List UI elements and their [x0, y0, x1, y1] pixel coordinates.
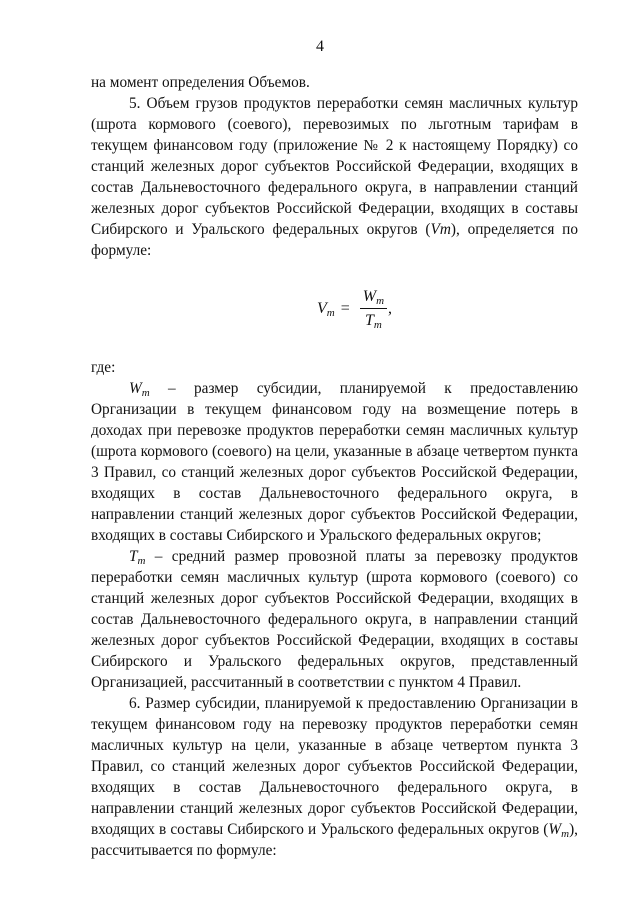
variable-tm: $T_m$ — [129, 548, 146, 567]
document-body — [91, 72, 578, 861]
paragraph-5-end: ), определяется по формуле: — [91, 221, 578, 259]
where-label: где: — [91, 359, 116, 376]
formula-numerator: $W_m$ — [360, 286, 387, 309]
paragraph-5-text: 5. Объем грузов продуктов переработки семян масличных культур (шрота кормового (соевого), перевозимых по льготным тарифам в текущем финансовом году (приложение № 2 к настоящему Порядку) со станций железных дорог субъектов Российской Федерации, входящих в состав Дальневосточного федерального округа, в направлении станций железных дорог субъектов Российской Федерации, входящих в составы Сибирского и Уральского федеральных округов ( — [91, 95, 578, 238]
formula-fraction — [360, 286, 387, 331]
paragraph-6 — [91, 693, 578, 861]
variable-vm: Vm — [430, 221, 451, 238]
variable-wm: $W_m$ — [129, 380, 150, 399]
formula-comma: , — [388, 299, 393, 317]
formula-denominator: $T_m$ — [364, 311, 382, 331]
definition-tm-text: – средний размер провозной платы за перевозку продуктов переработки семян масличных культур (шрота кормового (соевого) со станций железных дорог субъектов Российской Федерации, входящих в состав Дальневосточного федерального округа, в направлении станций железных дорог субъектов Российской Федерации, входящих в составы Сибирского и Уральского федеральных округов, представленный Организацией, рассчитанный в соответствии с пунктом 4 Правил. — [91, 548, 578, 691]
formula-equals: = — [340, 299, 350, 317]
paragraph-6-end: ), рассчитывается по формуле: — [91, 821, 578, 859]
definition-tm — [91, 546, 578, 693]
formula-lhs: $V_m$ — [316, 299, 335, 319]
definition-wm — [91, 378, 578, 546]
paragraph-6-text: 6. Размер субсидии, планируемой к предоставлению Организации в текущем финансовом году на перевозку продуктов переработки семян масличных культур на цели, указанные в абзаце четвертом пункта 3 Правил, со станций железных дорог субъектов Российской Федерации, входящих в состав Дальневосточного федерального округа, в направлении станций железных дорог субъектов Российской Федерации, входящих в составы Сибирского и Уральского федеральных округов ( — [91, 695, 578, 838]
definition-wm-text: – размер субсидии, планируемой к предоставлению Организации в текущем финансовом году на возмещение потерь в доходах при перевозке продуктов переработки семян масличных культур (шрота кормового (соевого) на цели, указанные в абзаце четвертом пункта 3 Правил, со станций железных дорог субъектов Российской Федерации, входящих в состав Дальневосточного федерального округа, в направлении станций железных дорог субъектов Российской Федерации, входящих в составы Сибирского и Уральского федеральных округов; — [91, 380, 578, 544]
page-number: 4 — [316, 38, 324, 55]
paragraph-continuation: на момент определения Объемов. — [91, 74, 310, 91]
variable-wm-ref: $W_m$ — [548, 821, 570, 840]
formula-vm — [91, 277, 578, 339]
paragraph-5 — [91, 93, 578, 261]
